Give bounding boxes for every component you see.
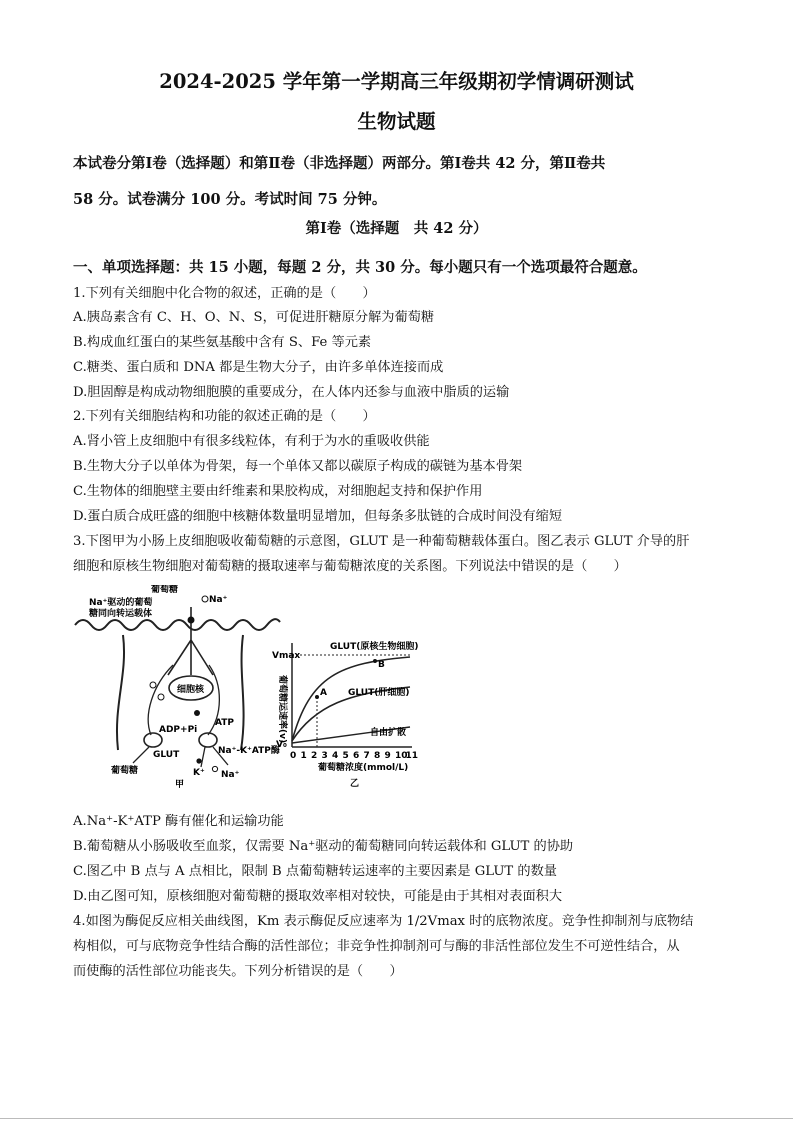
apical-membrane — [75, 619, 280, 630]
q3-option-c: C.图乙中 B 点与 A 点相比，限制 B 点葡萄糖转运速率的主要因素是 GLUT 的数量 — [73, 864, 557, 879]
x-tick-7: 7 — [363, 751, 370, 761]
v0-label: V₀ — [276, 740, 287, 750]
fig-jia-carrier-2: 糖同向转运载体 — [89, 609, 153, 619]
q1-stem: 1.下列有关细胞中化合物的叙述，正确的是（ ） — [73, 286, 376, 301]
q3-option-a: A.Na⁺-K⁺ATP 酶有催化和运输功能 — [73, 814, 284, 829]
y-axis-label: 葡萄糖运速率(v) — [277, 675, 287, 744]
q4-line-1: 4.如图为酶促反应相关曲线图，Km 表示酶促反应速率为 1/2Vmax 时的底物浓度。竞争性抑制剂与底物结 — [73, 914, 694, 929]
fig-jia-glucose-top: 葡萄糖 — [151, 585, 179, 595]
x-tick-1: 1 — [300, 751, 307, 761]
k-dot — [196, 758, 201, 763]
q1-option-b: B.构成血红蛋白的某些氨基酸中含有 S、Fe 等元素 — [73, 335, 372, 350]
q1-option-d: D.胆固醇是构成动物细胞膜的重要成分，在人体内还参与血液中脂质的运输 — [73, 385, 510, 400]
fig-jia-na-bottom: Na⁺ — [221, 770, 240, 780]
intro-line-2: 58 分。试卷满分 100 分。考试时间 75 分钟。 — [73, 191, 387, 208]
q2-option-d: D.蛋白质合成旺盛的细胞中核糖体数量明显增加，但每条多肽链的合成时间没有缩短 — [73, 509, 563, 524]
fig-jia-na-top: Na⁺ — [209, 595, 228, 605]
x-tick-8: 8 — [374, 751, 381, 761]
glucose-dot-2 — [150, 682, 156, 688]
part1-heading: 第Ⅰ卷（选择题 共 42 分） — [305, 220, 488, 237]
x-tick-labels — [290, 751, 418, 761]
glucose-dot-3 — [158, 694, 164, 700]
point-b-label: B — [378, 660, 385, 670]
q3-stem-line-1: 3.下图甲为小肠上皮细胞吸收葡萄糖的示意图，GLUT 是一种葡萄糖载体蛋白。图乙表示 GLUT 介导的肝 — [73, 534, 690, 549]
x-tick-4: 4 — [332, 751, 339, 761]
glucose-dot — [202, 596, 208, 602]
intro-line-1: 本试卷分第Ⅰ卷（选择题）和第Ⅱ卷（非选择题）两部分。第Ⅰ卷共 42 分，第Ⅱ卷共 — [73, 155, 606, 172]
vmax-label: Vmax — [272, 651, 301, 661]
x-tick-11: 11 — [405, 751, 419, 761]
curve-diff-label: 自由扩散 — [370, 728, 407, 738]
x-tick-3: 3 — [321, 751, 328, 761]
fig-jia-carrier-1: Na⁺驱动的葡萄 — [89, 598, 153, 608]
subject-title: 生物试题 — [357, 110, 436, 133]
fig-jia-caption: 甲 — [175, 780, 185, 790]
q1-option-c: C.糖类、蛋白质和 DNA 都是生物大分子，由许多单体连接而成 — [73, 360, 444, 375]
section1-heading: 一、单项选择题：共 15 小题，每题 2 分，共 30 分。每小题只有一个选项最符合题意。 — [73, 259, 647, 276]
fig-jia-k: K⁺ — [193, 768, 205, 778]
glut-protein — [144, 733, 162, 747]
x-tick-0: 0 — [290, 751, 297, 761]
x-tick-2: 2 — [311, 751, 318, 761]
q2-stem: 2.下列有关细胞结构和功能的叙述正确的是（ ） — [73, 409, 376, 424]
q4-line-2: 构相似，可与底物竞争性结合酶的活性部位；非竞争性抑制剂可与酶的非活性部位发生不可逆性结合，从 — [73, 939, 680, 954]
x-axis-label: 葡萄糖浓度(mmol/L) — [318, 763, 409, 773]
point-a-label: A — [320, 688, 327, 698]
point-a — [315, 695, 319, 699]
na-dot-2 — [194, 710, 200, 716]
figure-yi — [270, 635, 425, 790]
curve-prok-label: GLUT(原核生物细胞) — [330, 642, 419, 652]
membrane-right — [241, 635, 244, 750]
x-tick-5: 5 — [342, 751, 349, 761]
fig-jia-nak: Na⁺-K⁺ATP酶 — [218, 746, 280, 756]
x-tick-10: 10 — [395, 751, 408, 761]
na-out-dot — [212, 766, 217, 771]
q4-line-3: 而使酶的活性部位功能丧失。下列分析错误的是（ ） — [73, 964, 403, 979]
exam-title: 2024-2025 学年第一学期高三年级期初学情调研测试 — [159, 70, 634, 93]
q2-option-b: B.生物大分子以单体为骨架，每一个单体又都以碳原子构成的碳链为基本骨架 — [73, 459, 523, 474]
figure-jia — [73, 585, 288, 790]
q2-option-c: C.生物体的细胞壁主要由纤维素和果胶构成，对细胞起支持和保护作用 — [73, 484, 483, 499]
na-dot — [188, 617, 195, 624]
membrane-left — [117, 635, 124, 750]
curve-liver-label: GLUT(肝细胞) — [348, 688, 410, 698]
q3-option-b: B.葡萄糖从小肠吸收至血浆，仅需要 Na⁺驱动的葡萄糖同向转运载体和 GLUT 的协助 — [73, 839, 574, 854]
q3-option-d: D.由乙图可知，原核细胞对葡萄糖的摄取效率相对较快，可能是由于其相对表面积大 — [73, 889, 563, 904]
exit-lines — [133, 747, 228, 767]
x-tick-6: 6 — [353, 751, 360, 761]
fig-jia-adp: ADP+Pi — [159, 725, 198, 735]
fig-jia-glut: GLUT — [153, 750, 180, 760]
fig-jia-nucleus: 细胞核 — [177, 685, 205, 695]
q2-option-a: A.肾小管上皮细胞中有很多线粒体，有利于为水的重吸收供能 — [73, 434, 430, 449]
page-bottom-rule — [0, 1118, 793, 1119]
q1-option-a: A.胰岛素含有 C、H、O、N、S，可促进肝糖原分解为葡萄糖 — [73, 310, 435, 325]
fig-jia-atp: ATP — [215, 718, 235, 728]
nak-atpase — [199, 733, 217, 747]
point-b — [373, 659, 377, 663]
fig-jia-glucose-bottom: 葡萄糖 — [111, 766, 139, 776]
q3-stem-line-2: 细胞和原核生物细胞对葡萄糖的摄取速率与葡萄糖浓度的关系图。下列说法中错误的是（ ） — [73, 559, 627, 574]
x-tick-9: 9 — [384, 751, 391, 761]
fig-yi-caption: 乙 — [350, 779, 360, 789]
